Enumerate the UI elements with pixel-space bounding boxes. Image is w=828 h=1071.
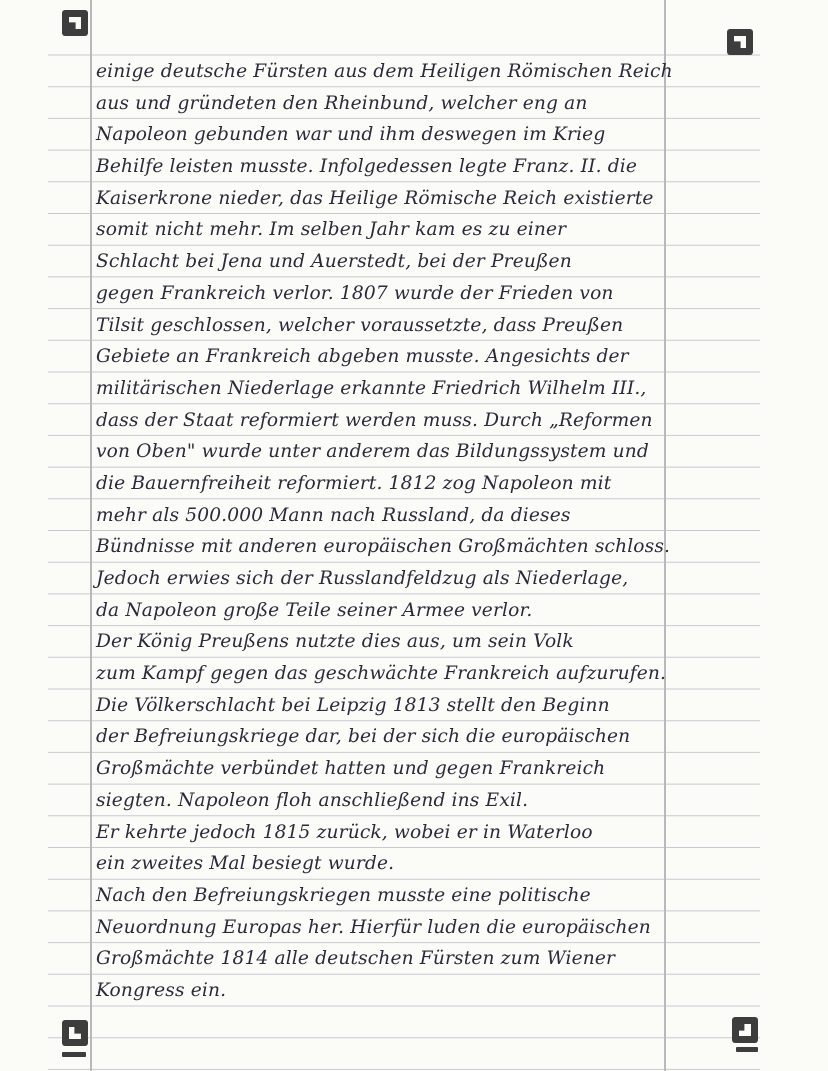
text-line: zum Kampf gegen das geschwächte Frankreich aufzurufen. [96,663,667,685]
corner-marker-bottom-left-icon [62,1020,88,1046]
text-line: der Befreiungskriege dar, bei der sich die europäischen [96,726,631,748]
text-line: ein zweites Mal besiegt wurde. [96,853,395,875]
text-line: Tilsit geschlossen, welcher voraussetzte, dass Preußen [96,314,624,336]
text-line: Behilfe leisten musste. Infolgedessen legte Franz. II. die [96,156,638,178]
text-line: Gebiete an Frankreich abgeben musste. Angesichts der [96,346,629,368]
text-line: da Napoleon große Teile seiner Armee verlor. [96,599,533,621]
text-line: Er kehrte jedoch 1815 zurück, wobei er in Waterloo [96,821,593,843]
text-line: dass der Staat reformiert werden muss. Durch „Reformen [96,409,653,431]
text-line: siegten. Napoleon floh anschließend ins Exil. [96,789,529,811]
text-line: Kongress ein. [96,979,227,1001]
text-line: militärischen Niederlage erkannte Friedrich Wilhelm III., [96,377,647,399]
text-line: Bündnisse mit anderen europäischen Großmächten schloss. [96,536,671,558]
text-line: von Oben" wurde unter anderem das Bildungssystem und [96,441,649,463]
text-line: Die Völkerschlacht bei Leipzig 1813 stellt den Beginn [96,694,610,716]
bottom-left-bar [62,1052,86,1057]
handwritten-text-block [96,56,716,1007]
text-line: Kaiserkrone nieder, das Heilige Römische Reich existierte [96,187,654,209]
corner-marker-top-left-icon [62,10,88,36]
text-line: aus und gründeten den Rheinbund, welcher eng an [96,92,588,114]
text-line: einige deutsche Fürsten aus dem Heiligen Römischen Reich [96,61,673,82]
corner-marker-bottom-right-icon [732,1017,758,1043]
text-line: Nach den Befreiungskriegen musste eine politische [96,884,591,906]
text-line: Großmächte verbündet hatten und gegen Frankreich [96,758,606,780]
text-line: Großmächte 1814 alle deutschen Fürsten zum Wiener [96,948,616,970]
left-margin-line [90,0,92,1071]
text-line: Napoleon gebunden war und ihm deswegen im Krieg [96,124,606,146]
corner-marker-top-right-icon [727,29,753,55]
text-line: somit nicht mehr. Im selben Jahr kam es zu einer [96,219,567,241]
text-line: Der König Preußens nutzte dies aus, um sein Volk [96,631,574,653]
text-line: Schlacht bei Jena und Auerstedt, bei der Preußen [96,251,572,273]
text-line: gegen Frankreich verlor. 1807 wurde der Frieden von [96,282,614,304]
bottom-right-bar [736,1047,758,1052]
text-line: Neuordnung Europas her. Hierfür luden die europäischen [96,916,651,938]
text-line: mehr als 500.000 Mann nach Russland, da dieses [96,504,571,526]
text-line: die Bauernfreiheit reformiert. 1812 zog Napoleon mit [96,472,612,494]
text-line: Jedoch erwies sich der Russlandfeldzug als Niederlage, [96,568,629,589]
